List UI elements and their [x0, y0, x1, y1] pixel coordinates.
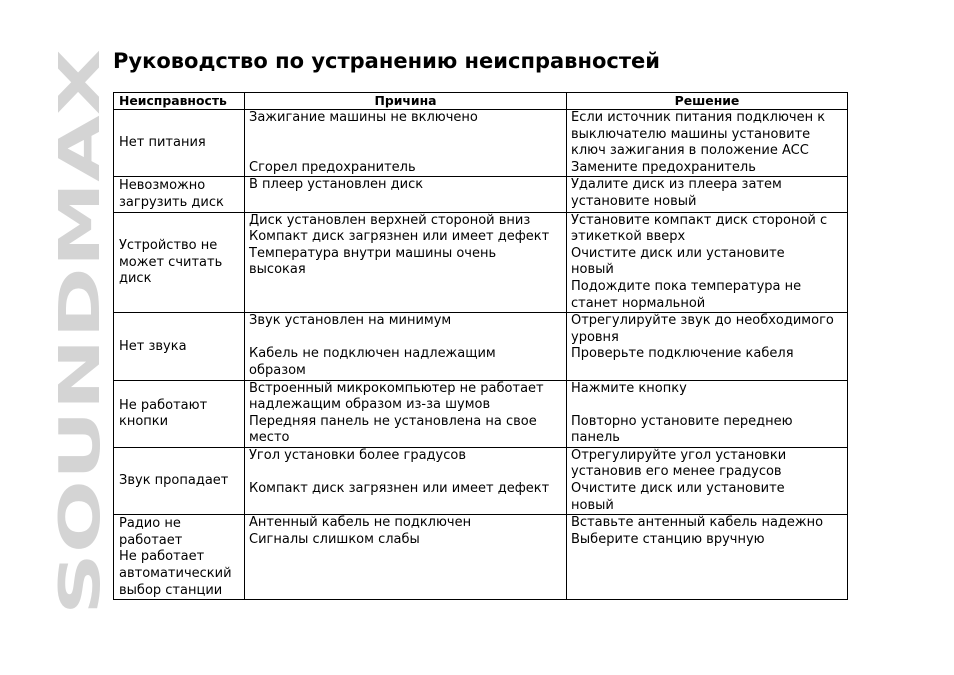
- table-row: [114, 515, 848, 600]
- cell-line: может считать: [119, 254, 223, 270]
- cell-line: Отрегулируйте звук до необходимого: [571, 313, 834, 329]
- cell-line: Очистите диск или установите: [571, 481, 785, 497]
- cell-line: диск: [119, 271, 152, 287]
- cell-line: Нет питания: [119, 135, 206, 151]
- cell-line: Кабель не подключен надлежащим: [249, 346, 496, 362]
- cell-line: этикеткой вверх: [571, 229, 686, 245]
- cell-line: Вставьте антенный кабель надежно: [571, 515, 824, 531]
- cell-line: Подождите пока температура не: [571, 278, 802, 294]
- solution-cell: [567, 380, 848, 447]
- cell-line: Очистите диск или установите: [571, 245, 785, 261]
- cause-cell: [245, 313, 567, 380]
- soundmax-logo-graphic: [48, 47, 113, 615]
- table-row: [114, 177, 848, 212]
- header-fault: Неисправность: [114, 93, 245, 110]
- cell-line: Не работает: [119, 549, 205, 565]
- table-header-row: [114, 93, 848, 110]
- cell-line: выбор станции: [119, 582, 223, 598]
- cell-line: Компакт диск загрязнен или имеет дефект: [249, 229, 550, 245]
- cell-line: Встроенный микрокомпьютер не работает: [249, 380, 544, 396]
- cell-line: Проверьте подключение кабеля: [571, 346, 794, 362]
- fault-cell: [114, 380, 245, 447]
- cell-line: Нет звука: [119, 338, 187, 354]
- fault-cell: [114, 110, 245, 177]
- cell-line: Устройство не: [119, 237, 218, 253]
- cause-cell: [245, 177, 567, 212]
- cell-line: станет нормальной: [571, 295, 706, 311]
- cell-line: Не работают: [119, 397, 208, 413]
- cause-cell: [245, 447, 567, 514]
- cell-line: Антенный кабель не подключен: [249, 515, 472, 531]
- table-row: [114, 380, 848, 447]
- header-cause: Причина: [245, 93, 567, 110]
- blank-line: [249, 127, 562, 144]
- cell-line: Радио не: [119, 516, 181, 532]
- table-row: [114, 110, 848, 177]
- cell-line: установите новый: [571, 193, 697, 209]
- table-header: [114, 93, 848, 110]
- cell-line: надлежащим образом из-за шумов: [249, 397, 491, 413]
- solution-cell: [567, 212, 848, 313]
- fault-cell: [114, 515, 245, 600]
- cell-line: работает: [119, 532, 183, 548]
- header-solution: Решение: [567, 93, 848, 110]
- cell-line: место: [249, 430, 290, 446]
- solution-cell: [567, 177, 848, 212]
- cell-line: Зажигание машины не включено: [249, 110, 478, 125]
- cause-cell: [245, 110, 567, 177]
- cell-line: ключ зажигания в положение ACC: [571, 143, 809, 159]
- cell-line: Если источник питания подключен к: [571, 110, 826, 125]
- cell-line: новый: [571, 262, 614, 278]
- cell-line: выключателю машины установите: [571, 126, 811, 142]
- fault-cell: [114, 313, 245, 380]
- table-row: [114, 313, 848, 380]
- cell-line: Передняя панель не установлена на свое: [249, 413, 537, 429]
- cell-line: Выберите станцию вручную: [571, 531, 765, 547]
- soundmax-logo: [48, 47, 113, 615]
- blank-line: [249, 330, 562, 347]
- cell-line: Компакт диск загрязнен или имеет дефект: [249, 481, 550, 497]
- cell-line: Звук пропадает: [119, 473, 229, 489]
- page-title: Руководство по устранению неисправностей: [113, 49, 660, 73]
- solution-cell: [567, 447, 848, 514]
- cell-line: панель: [571, 430, 620, 446]
- troubleshooting-table: [113, 92, 848, 600]
- blank-line: [249, 464, 562, 481]
- cause-cell: [245, 212, 567, 313]
- table-row: [114, 212, 848, 313]
- solution-cell: [567, 110, 848, 177]
- blank-line: [249, 143, 562, 160]
- cell-line: автоматический: [119, 566, 232, 582]
- fault-cell: [114, 447, 245, 514]
- cell-line: Установите компакт диск стороной с: [571, 212, 828, 228]
- cell-line: новый: [571, 497, 614, 513]
- cell-line: Температура внутри машины очень: [249, 245, 497, 261]
- cell-line: Сгорел предохранитель: [249, 159, 416, 175]
- cell-line: Нажмите кнопку: [571, 380, 687, 396]
- cell-line: Сигналы слишком слабы: [249, 531, 420, 547]
- cell-line: образом: [249, 362, 306, 378]
- cell-line: кнопки: [119, 414, 169, 430]
- cell-line: В плеер установлен диск: [249, 177, 424, 193]
- solution-cell: [567, 515, 848, 600]
- cell-line: Диск установлен верхней стороной вниз: [249, 212, 531, 228]
- cell-line: установив его менее градусов: [571, 464, 782, 480]
- cell-line: Замените предохранитель: [571, 159, 756, 175]
- cell-line: Отрегулируйте угол установки: [571, 447, 787, 463]
- cell-line: Звук установлен на минимум: [249, 313, 452, 329]
- solution-cell: [567, 313, 848, 380]
- cause-cell: [245, 515, 567, 600]
- cell-line: Удалите диск из плеера затем: [571, 177, 782, 193]
- cell-line: высокая: [249, 262, 306, 278]
- cell-line: загрузить диск: [119, 194, 224, 210]
- table-row: [114, 447, 848, 514]
- cell-line: уровня: [571, 329, 619, 345]
- cell-line: Невозможно: [119, 178, 206, 194]
- blank-line: [571, 397, 843, 414]
- cause-cell: [245, 380, 567, 447]
- soundmax-logo-text: SOUNDMAX: [48, 245, 113, 615]
- cell-line: Угол установки более градусов: [249, 447, 466, 463]
- fault-cell: [114, 177, 245, 212]
- table-body: [114, 110, 848, 600]
- fault-cell: [114, 212, 245, 313]
- cell-line: Повторно установите переднею: [571, 413, 793, 429]
